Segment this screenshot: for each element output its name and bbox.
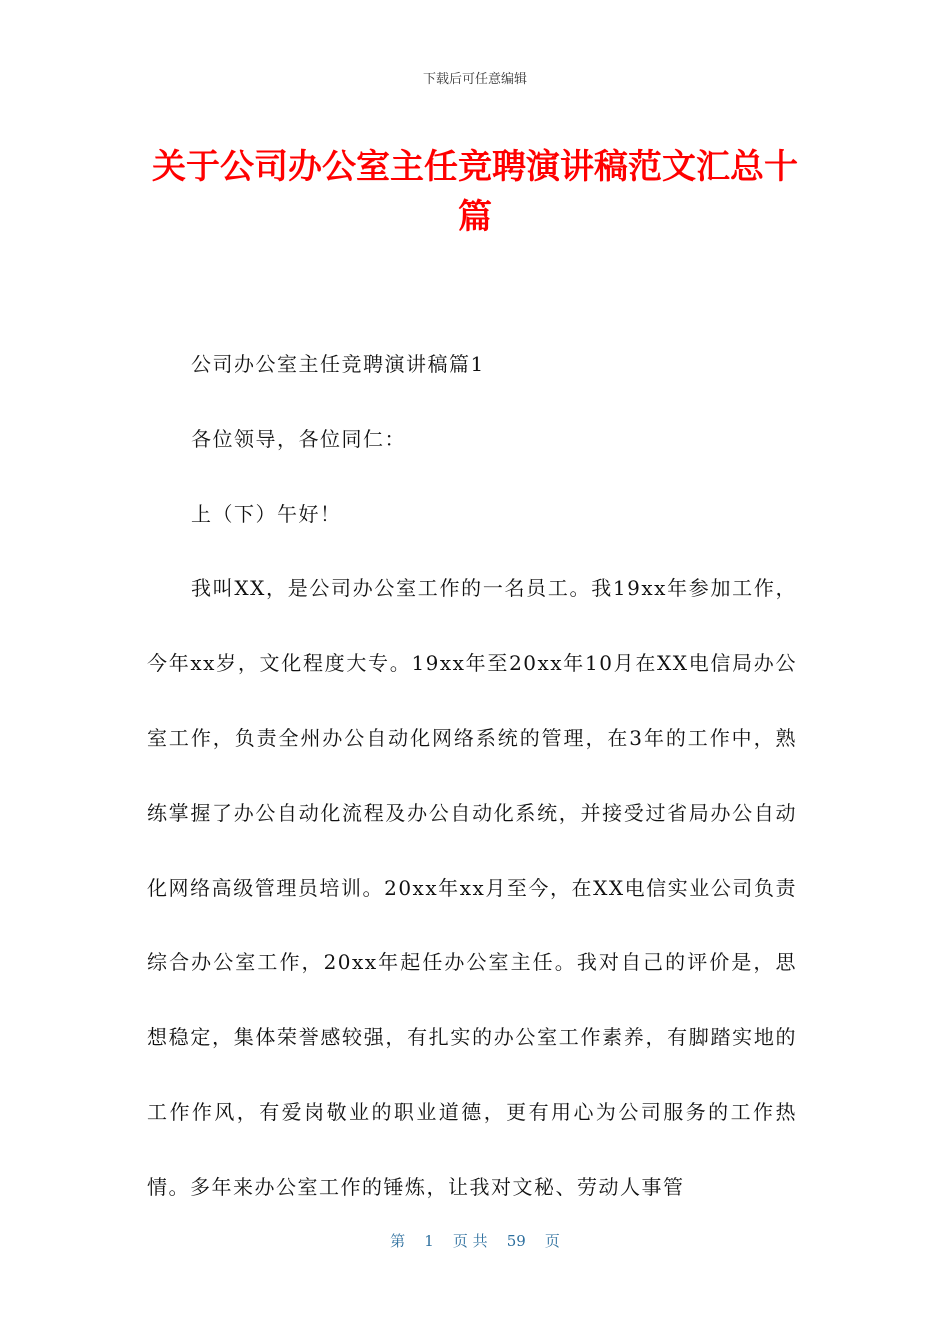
document-body [147,327,797,1225]
footer-label-pages: 页 [544,1232,560,1250]
footer-current-page: 1 [424,1232,434,1250]
header-note: 下载后可任意编辑 [422,72,527,87]
footer-label-page-of: 页 共 [452,1232,488,1250]
paragraph-heading: 公司办公室主任竞聘演讲稿篇1 [191,352,485,376]
document-title: 关于公司办公室主任竞聘演讲稿范文汇总十篇 [152,147,798,237]
footer-total-pages: 59 [506,1232,526,1250]
paragraph-salutation: 各位领导，各位同仁： [191,426,406,451]
paragraph-greeting: 上（下）午好！ [191,501,342,526]
footer-label-page: 第 [390,1232,406,1250]
page-footer [0,1230,950,1251]
paragraph-body: 我叫XX，是公司办公室工作的一名员工。我19xx年参加工作，今年xx岁，文化程度大专。19xx年至20xx年10月在XX电信局办公室工作，负责全州办公自动化网络系统的管理，在3年的工作中，熟练掌握了办公自动化流程及办公自动化系统，并接受过省局办公自动化网络高级管理员培训。20xx年xx月至今，在XX电信实业公司负责综合办公室工作，20xx年起任办公室主任。我对自己的评价是，思想稳定，集体荣誉感较强，有扎实的办公室工作素养，有脚踏实地的工作作风，有爱岗敬业的职业道德，更有用心为公司服务的工作热情。多年来办公室工作的锤炼，让我对文秘、劳动人事管 [147,576,797,1199]
